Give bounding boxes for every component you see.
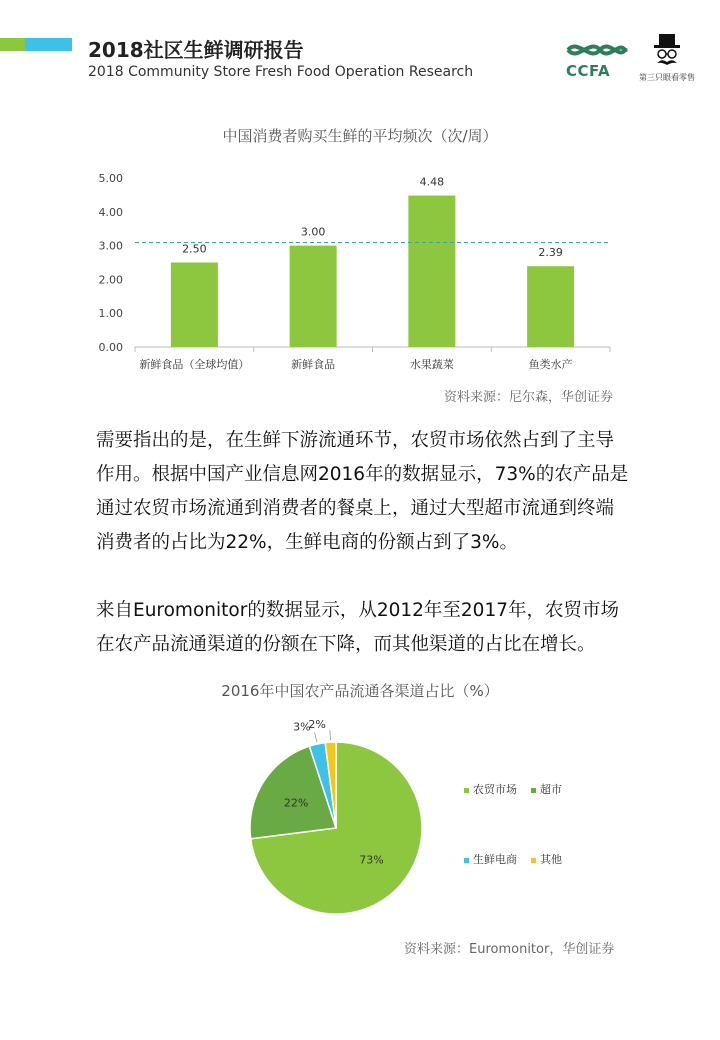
paragraph-line: 来自Euromonitor的数据显示，从2012年至2017年，农贸市场 [96,600,619,621]
legend-label: 生鲜电商 [473,853,517,866]
bar-data-label: 2.39 [538,246,563,260]
legend-swatch [464,858,469,863]
x-tick-label: 水果蔬菜 [409,358,454,371]
report-subtitle: 2018 Community Store Fresh Food Operation Research [88,64,474,80]
bar-data-label: 4.48 [419,175,445,189]
legend-swatch [464,788,469,793]
x-tick-label: 新鲜食品 [291,358,336,371]
header-accent-green [0,38,25,51]
paragraph-line: 需要指出的是，在生鲜下游流通环节，农贸市场依然占到了主导 [96,430,615,451]
y-tick-label: 2.00 [98,273,123,287]
paragraph-line: 作用。根据中国产业信息网2016年的数据显示，73%的农产品是 [96,464,629,485]
bar-data-label: 2.50 [182,242,207,256]
bar-chart [0,160,720,390]
pie-leader-line [315,732,317,742]
x-tick-label: 新鲜食品（全球均值） [139,358,250,371]
legend-label: 超市 [540,783,562,796]
ccfa-logo-text: CCFA [566,62,611,80]
paragraph-1 [96,424,656,560]
bar [408,196,455,347]
pie-chart-source: 资料来源：Euromonitor，华创证券 [404,942,615,957]
y-tick-label: 0.00 [98,341,123,354]
bar [527,266,574,347]
pie-data-label: 73% [359,853,384,867]
legend-label: 其他 [540,853,562,866]
hat-mustache-logo-icon [650,32,684,70]
bar-chart-title: 中国消费者购买生鲜的平均频次（次/周） [222,127,498,145]
pie-data-label: 3% [293,720,311,734]
paragraph-2 [96,594,656,662]
bar [290,246,337,347]
bar-chart-source: 资料来源：尼尔森，华创证券 [444,390,614,405]
legend-swatch [531,788,536,793]
y-tick-label: 3.00 [98,239,123,253]
bar-data-label: 3.00 [300,225,326,239]
paragraph-line: 通过农贸市场流通到消费者的餐桌上，通过大型超市流通到终端 [96,498,615,519]
pie-data-label: 2% [308,718,326,732]
pie-chart-title: 2016年中国农产品流通各渠道占比（%） [221,682,499,700]
report-title: 2018社区生鲜调研报告 [88,38,304,62]
paragraph-line: 消费者的占比为22%，生鲜电商的份额占到了3%。 [96,532,518,553]
header-accent-blue [25,38,72,51]
x-tick-label: 鱼类水产 [528,358,573,371]
paragraph-line: 在农产品流通渠道的份额在下降，而其他渠道的占比在增长。 [96,634,596,655]
y-tick-label: 5.00 [98,172,123,185]
pie-chart [0,715,720,925]
pie-data-label: 22% [283,796,309,810]
bar [171,263,218,348]
legend-label: 农贸市场 [473,783,517,796]
y-tick-label: 4.00 [98,205,123,219]
y-tick-label: 1.00 [98,307,123,321]
pie-leader-line [330,730,331,740]
legend-swatch [531,858,536,863]
logo-caption: 第三只眼看零售 [639,73,695,82]
